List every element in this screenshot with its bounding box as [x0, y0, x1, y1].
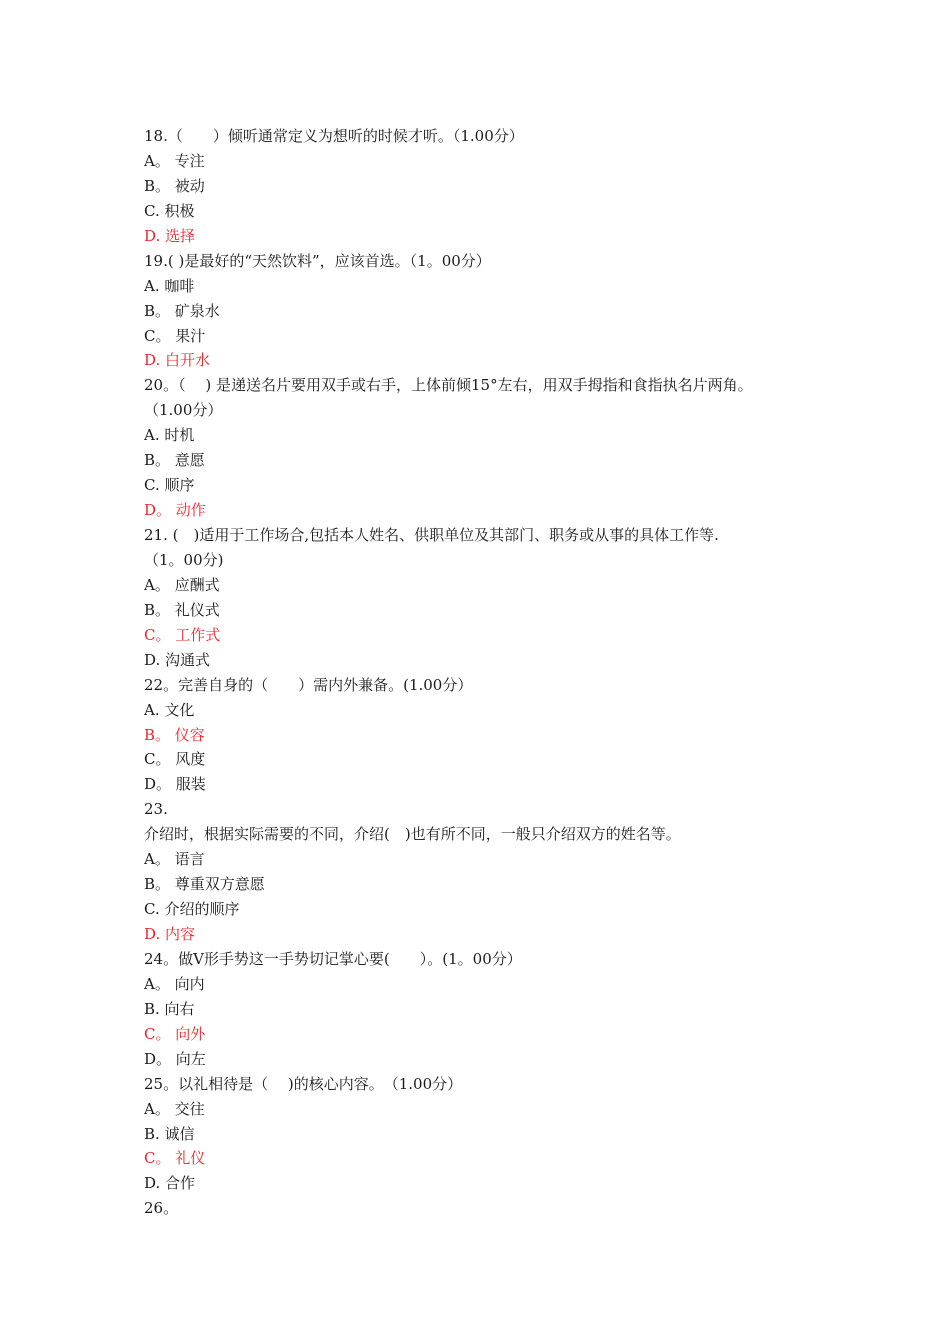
text-line: 20。（ ) 是递送名片要用双手或右手，上体前倾15°左右，用双手拇指和食指执名片两角。 [144, 376, 753, 395]
text-line: B。 意愿 [144, 451, 205, 470]
text-line: A。 专注 [144, 151, 205, 170]
answer-line: D. 选择 [144, 226, 196, 245]
text-line: B。 礼仪式 [144, 600, 220, 619]
text-line: 26。 [144, 1199, 179, 1218]
text-line: B. 诚信 [144, 1124, 195, 1143]
answer-line: D. 白开水 [144, 351, 211, 370]
text-line: A. 时机 [144, 426, 195, 445]
text-line: 18.（ ）倾听通常定义为想听的时候才听。（1.00分） [144, 127, 524, 145]
text-line: A。 向内 [144, 974, 205, 993]
text-line: A。 语言 [144, 850, 205, 869]
text-line: D. 沟通式 [144, 650, 211, 669]
text-line: C. 积极 [144, 201, 195, 220]
text-line: C. 介绍的顺序 [144, 900, 240, 919]
text-line: B. 向右 [144, 999, 195, 1018]
text-line: D. 合作 [144, 1174, 196, 1193]
text-line: 23. [144, 800, 168, 819]
text-line: A. 文化 [144, 700, 195, 719]
text-line: A. 咖啡 [144, 276, 195, 295]
text-line: C。 果汁 [144, 326, 206, 345]
text-line: 介绍时，根据实际需要的不同，介绍( )也有所不同，一般只介绍双方的姓名等。 [144, 825, 681, 844]
text-line: C。 风度 [144, 750, 206, 769]
answer-line: C。 向外 [144, 1024, 206, 1043]
text-line: B。 尊重双方意愿 [144, 875, 265, 894]
text-line: 19.( )是最好的“天然饮料”，应该首选。（1。00分） [144, 251, 491, 270]
text-line: 24。做V形手势这一手势切记掌心要( ）。(1。00分） [144, 949, 522, 968]
answer-line: D. 内容 [144, 925, 196, 943]
text-line: 21. ( )适用于工作场合,包括本人姓名、供职单位及其部门、职务或从事的具体工作等. [144, 526, 719, 544]
text-line: 25。以礼相待是（ )的核心内容。 （1.00分） [144, 1074, 463, 1093]
text-line: D。 向左 [144, 1049, 206, 1068]
text-line: （1.00分） [144, 401, 223, 420]
document-body [144, 124, 824, 1221]
answer-line: D。 动作 [144, 501, 206, 520]
answer-line: C。 礼仪 [144, 1149, 206, 1168]
answer-line: C。 工作式 [144, 625, 221, 644]
text-line: A。 应酬式 [144, 575, 220, 594]
text-line: D。 服装 [144, 775, 206, 794]
text-line: B。 矿泉水 [144, 301, 220, 320]
text-line: A。 交往 [144, 1099, 205, 1118]
text-line: 22。完善自身的（ ）需内外兼备。(1.00分） [144, 675, 473, 694]
answer-line: B。 仪容 [144, 725, 205, 744]
text-line: C. 顺序 [144, 476, 195, 495]
text-line: B。 被动 [144, 176, 205, 195]
text-line: （1。00分) [144, 550, 224, 569]
